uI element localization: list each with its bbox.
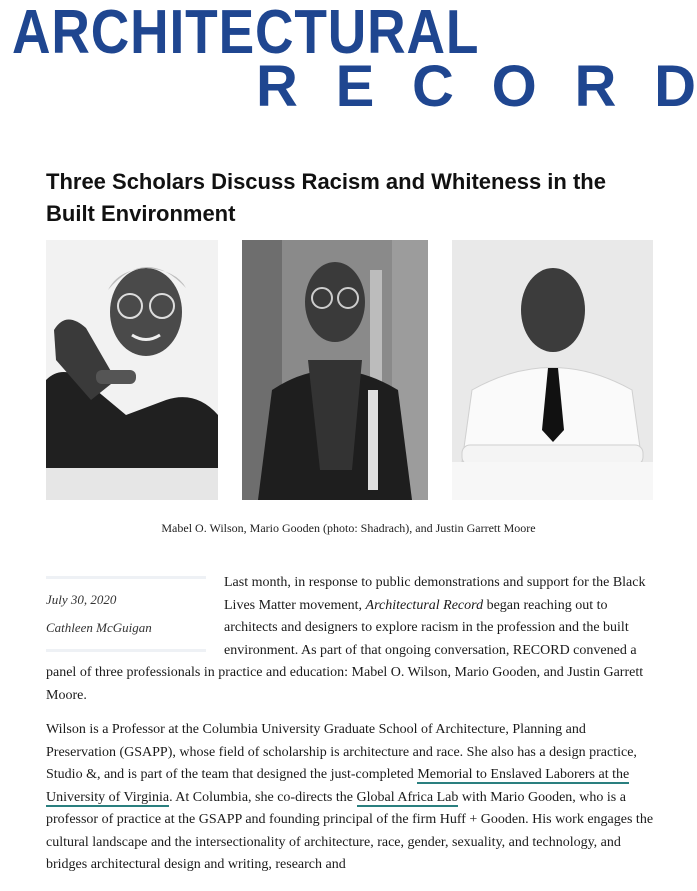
- article-author[interactable]: Cathleen McGuigan: [46, 620, 152, 635]
- portrait-photo-moore: [452, 240, 653, 500]
- article-date: July 30, 2020: [46, 592, 117, 607]
- photo-caption: Mabel O. Wilson, Mario Gooden (photo: Shadrach), and Justin Garrett Moore: [161, 521, 536, 535]
- link-global-africa-lab[interactable]: Global Africa Lab: [356, 789, 459, 805]
- masthead-letter: O: [491, 54, 537, 119]
- masthead-letter: D: [654, 54, 696, 119]
- masthead-letter: R: [256, 54, 298, 119]
- masthead-line-architectural: ARCHITECTURAL: [12, 0, 480, 67]
- article-title: Three Scholars Discuss Racism and Whiteness in the Built Environment: [46, 169, 606, 226]
- masthead-logo[interactable]: [0, 0, 697, 120]
- masthead-line-record: [256, 54, 696, 119]
- portrait-photo-wilson: [46, 240, 218, 500]
- masthead-letter: R: [574, 54, 617, 119]
- masthead-letter: C: [412, 54, 454, 119]
- portrait-photo-gooden: [242, 240, 428, 500]
- paragraph-2: Wilson is a Professor at the Columbia University Graduate School of Architecture, Planning and Preservation (GSAPP), whose field of scholarship is architecture and race. She also has a design practice, Studio &, and is part of the team that designed the just-completed Memorial to Enslaved Laborers at the University of Virginia. At Columbia, she co-directs the Global Africa Lab with Mario Gooden, who is a professor of practice at the GSAPP and founding principal of the firm Huff + Gooden. His work engages the cultural landscape and the intersectionality of architecture, race, gender, sexuality, and technology, and bridges architectural design and writing, research and: [46, 722, 654, 872]
- masthead-letter: E: [335, 54, 375, 119]
- publication-name: Architectural Record: [365, 597, 484, 613]
- article-body: [46, 572, 658, 889]
- link-memorial-enslaved-laborers[interactable]: Memorial to Enslaved Laborers at the University of Virginia: [46, 767, 630, 805]
- paragraph-1: Last month, in response to public demonstrations and support for the Black Lives Matter movement, Architectural Record began reaching out to architects and designers to explore racism in the profession and the built environment. As part of that ongoing conversation, RECORD convened a panel of three professionals in practice and education: Mabel O. Wilson, Mario Gooden, and Justin Garrett Moore.: [46, 575, 646, 703]
